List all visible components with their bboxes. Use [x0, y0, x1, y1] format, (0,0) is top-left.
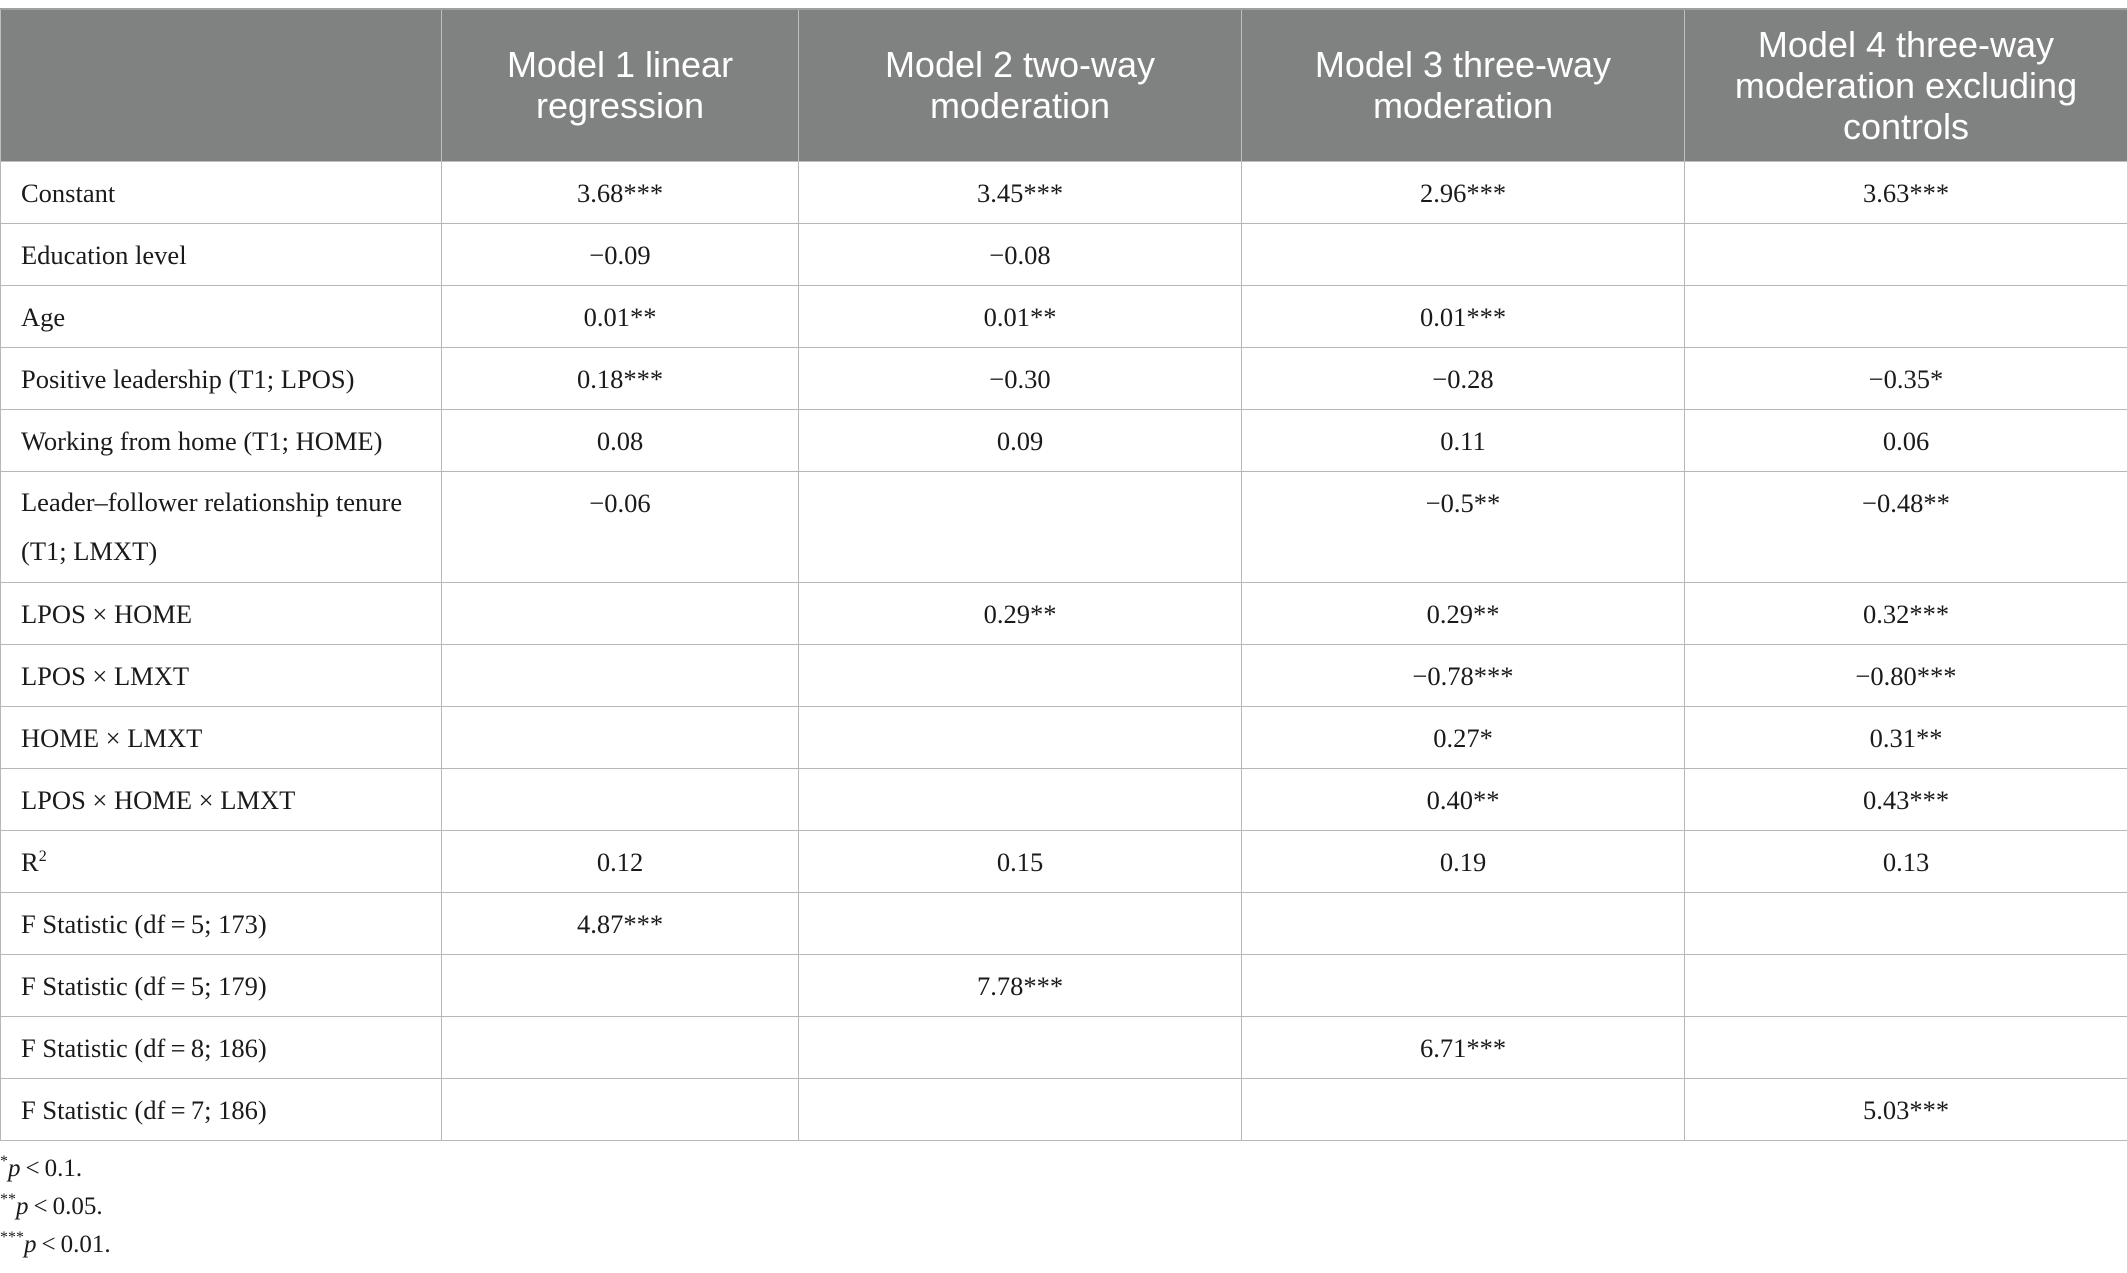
regression-results-table — [0, 8, 2127, 1141]
table-cell-model-3: 0.40** — [1242, 768, 1685, 830]
table-cell-model-3: 0.27* — [1242, 706, 1685, 768]
row-label-text: HOME × LMXT — [21, 722, 203, 753]
row-label-text: Leader–follower relationship tenure (T1; LMXT) — [21, 486, 403, 566]
table-cell-model-2: 0.29** — [799, 582, 1242, 644]
table-cell-model-4: 0.32*** — [1685, 582, 2127, 644]
table-cell-model-2: 3.45*** — [799, 161, 1242, 223]
table-cell-model-3: 0.11 — [1242, 409, 1685, 471]
table-cell-model-1: 4.87*** — [442, 892, 799, 954]
footnote-p: p — [8, 1155, 21, 1182]
table-cell-model-3: 6.71*** — [1242, 1016, 1685, 1078]
footnote-line — [0, 1150, 111, 1188]
footnote-stars: * — [0, 1153, 8, 1170]
table-cell-model-3 — [1242, 954, 1685, 1016]
table-cell-model-4: 0.31** — [1685, 706, 2127, 768]
row-label-superscript: 2 — [38, 847, 47, 865]
table-cell-model-2: −0.30 — [799, 347, 1242, 409]
table-cell-model-4: 0.06 — [1685, 409, 2127, 471]
table-cell-model-3: 0.19 — [1242, 830, 1685, 892]
table-cell-model-3: 0.01*** — [1242, 285, 1685, 347]
table-cell-model-4: 0.13 — [1685, 830, 2127, 892]
table-cell-model-1 — [442, 768, 799, 830]
table-cell-model-2 — [799, 706, 1242, 768]
row-label-text: LPOS × HOME — [21, 598, 193, 629]
table-row — [1, 954, 2127, 1016]
row-label-text: Education level — [21, 239, 187, 270]
row-label — [1, 161, 442, 223]
table-cell-model-4 — [1685, 285, 2127, 347]
table-cell-model-2: 0.15 — [799, 830, 1242, 892]
table-cell-model-2 — [799, 1078, 1242, 1140]
table-cell-model-1 — [442, 644, 799, 706]
row-label — [1, 409, 442, 471]
table-row — [1, 582, 2127, 644]
table-row — [1, 409, 2127, 471]
header-cell-model-3: Model 3 three-way moderation — [1242, 9, 1685, 161]
table-row — [1, 768, 2127, 830]
table-cell-model-2: 0.09 — [799, 409, 1242, 471]
row-label — [1, 285, 442, 347]
table-body — [1, 161, 2127, 1140]
table-footnotes — [0, 1150, 111, 1264]
table-cell-model-3 — [1242, 892, 1685, 954]
table-row — [1, 1078, 2127, 1140]
table-row — [1, 223, 2127, 285]
table-cell-model-4 — [1685, 892, 2127, 954]
table-cell-model-1 — [442, 706, 799, 768]
row-label-text: LPOS × HOME × LMXT — [21, 784, 296, 815]
table-cell-model-2: 0.01** — [799, 285, 1242, 347]
row-label-text: F Statistic (df = 7; 186) — [21, 1094, 267, 1125]
table-row — [1, 892, 2127, 954]
table-row — [1, 1016, 2127, 1078]
table-cell-model-1: −0.06 — [442, 471, 799, 582]
table-cell-model-2 — [799, 644, 1242, 706]
table-cell-model-3: −0.28 — [1242, 347, 1685, 409]
row-label — [1, 1078, 442, 1140]
table-cell-model-4: −0.80*** — [1685, 644, 2127, 706]
table-cell-model-2 — [799, 471, 1242, 582]
row-label-text: Positive leadership (T1; LPOS) — [21, 363, 355, 394]
table-row — [1, 161, 2127, 223]
table-cell-model-3: −0.78*** — [1242, 644, 1685, 706]
header-cell-model-1: Model 1 linear regression — [442, 9, 799, 161]
table-row — [1, 471, 2127, 582]
table-cell-model-3: 2.96*** — [1242, 161, 1685, 223]
table-row — [1, 830, 2127, 892]
table-cell-model-4: 3.63*** — [1685, 161, 2127, 223]
row-label-text: Age — [21, 301, 66, 332]
table-cell-model-3 — [1242, 223, 1685, 285]
row-label-text: F Statistic (df = 8; 186) — [21, 1032, 267, 1063]
row-label — [1, 892, 442, 954]
footnote-p: p — [24, 1231, 37, 1258]
footnote-stars: ** — [0, 1191, 16, 1208]
footnote-line — [0, 1226, 111, 1264]
table-row — [1, 706, 2127, 768]
table-cell-model-2 — [799, 768, 1242, 830]
row-label — [1, 471, 442, 582]
table-cell-model-4: 0.43*** — [1685, 768, 2127, 830]
row-label — [1, 347, 442, 409]
table-cell-model-3: 0.29** — [1242, 582, 1685, 644]
table-cell-model-3: −0.5** — [1242, 471, 1685, 582]
table-cell-model-1: 0.18*** — [442, 347, 799, 409]
table-cell-model-1 — [442, 1078, 799, 1140]
row-label — [1, 1016, 442, 1078]
table-cell-model-1: 3.68*** — [442, 161, 799, 223]
table-cell-model-2 — [799, 1016, 1242, 1078]
row-label — [1, 954, 442, 1016]
row-label-text: F Statistic (df = 5; 179) — [21, 970, 267, 1001]
header-cell-empty — [1, 9, 442, 161]
row-label — [1, 223, 442, 285]
row-label — [1, 830, 442, 892]
table-cell-model-2: 7.78*** — [799, 954, 1242, 1016]
row-label — [1, 582, 442, 644]
row-label — [1, 644, 442, 706]
footnote-threshold: < 0.01. — [36, 1231, 111, 1258]
row-label-text: LPOS × LMXT — [21, 660, 190, 691]
table-cell-model-2 — [799, 892, 1242, 954]
table-cell-model-1 — [442, 954, 799, 1016]
table-cell-model-1 — [442, 1016, 799, 1078]
table-cell-model-3 — [1242, 1078, 1685, 1140]
header-cell-model-2: Model 2 two-way moderation — [799, 9, 1242, 161]
table-header-row — [1, 9, 2127, 161]
table-cell-model-1: −0.09 — [442, 223, 799, 285]
table-row — [1, 347, 2127, 409]
table-cell-model-4: −0.48** — [1685, 471, 2127, 582]
table-cell-model-1: 0.01** — [442, 285, 799, 347]
footnote-threshold: < 0.05. — [28, 1193, 103, 1220]
table-cell-model-2: −0.08 — [799, 223, 1242, 285]
footnote-threshold: < 0.1. — [20, 1155, 83, 1182]
table-cell-model-1: 0.08 — [442, 409, 799, 471]
table-cell-model-1: 0.12 — [442, 830, 799, 892]
table-cell-model-4: −0.35* — [1685, 347, 2127, 409]
table-cell-model-4: 5.03*** — [1685, 1078, 2127, 1140]
row-label-text: R — [21, 846, 39, 877]
row-label-text: F Statistic (df = 5; 173) — [21, 908, 267, 939]
footnote-line — [0, 1188, 111, 1226]
table-cell-model-4 — [1685, 954, 2127, 1016]
row-label — [1, 706, 442, 768]
header-cell-model-4: Model 4 three-way moderation excluding controls — [1685, 9, 2127, 161]
row-label — [1, 768, 442, 830]
table-row — [1, 644, 2127, 706]
footnote-p: p — [16, 1193, 29, 1220]
row-label-text: Working from home (T1; HOME) — [21, 425, 383, 456]
table-row — [1, 285, 2127, 347]
table-cell-model-1 — [442, 582, 799, 644]
table-cell-model-4 — [1685, 223, 2127, 285]
footnote-stars: *** — [0, 1229, 24, 1246]
row-label-text: Constant — [21, 177, 116, 208]
table-cell-model-4 — [1685, 1016, 2127, 1078]
